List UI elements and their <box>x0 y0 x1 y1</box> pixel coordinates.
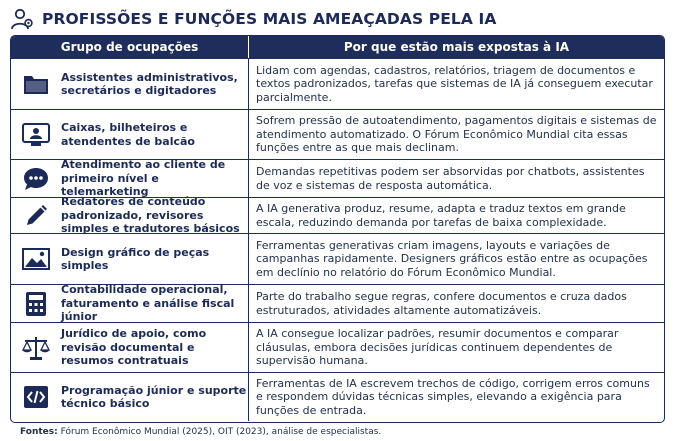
reason-cell: Ferramentas generativas criam imagens, layouts e variações de campanhas rapidamente. Designers gráficos estão entre as ocupações em declínio no relatório do Fórum Econômico Mundial. <box>256 238 648 279</box>
group-label: Contabilidade operacional, faturamento e análise fiscal júnior <box>61 283 235 324</box>
sources-footer <box>20 427 381 437</box>
reason-cell: Sofrem pressão de autoatendimento, pagamentos digitais e sistemas de atendimento automatizado. O Fórum Econômico Mundial cita essas funções entre as que mais declinam. <box>256 114 657 155</box>
table-row <box>11 159 664 197</box>
title-bar <box>10 6 664 32</box>
reason-cell: Lidam com agendas, cadastros, relatórios, triagem de documentos e textos padronizados, tarefas que sistemas de IA já conseguem executar parcialmente. <box>256 63 653 104</box>
code-icon <box>21 382 51 412</box>
table-row <box>11 322 664 372</box>
image-icon <box>21 244 51 274</box>
folder-icon <box>21 69 51 99</box>
group-cell <box>11 373 249 421</box>
group-cell <box>11 323 249 372</box>
reason-cell: Parte do trabalho segue regras, confere documentos e cruza dados estruturados, atividades altamente automatizáveis. <box>256 290 627 317</box>
occupations-table <box>10 35 665 423</box>
chat-bubble-icon <box>21 164 51 194</box>
scales-icon <box>21 333 51 363</box>
group-cell <box>11 110 249 159</box>
cashier-screen-icon <box>21 120 51 150</box>
group-label: Programação júnior e suporte técnico básico <box>61 383 247 410</box>
sources-label: Fontes: <box>20 427 58 437</box>
group-label: Design gráfico de peças simples <box>61 245 210 272</box>
pencil-icon <box>21 201 51 231</box>
group-cell <box>11 59 249 109</box>
group-cell <box>11 195 249 236</box>
reason-cell: A IA consegue localizar padrões, resumir documentos e comparar cláusulas, embora decisões jurídicas continuem dependentes de supervisão humana. <box>256 327 619 368</box>
group-cell <box>11 160 249 197</box>
table-header <box>11 36 664 58</box>
group-label: Atendimento ao cliente de primeiro nível e telemarketing <box>61 158 226 199</box>
reason-cell: A IA generativa produz, resume, adapta e traduz textos em grande escala, reduzindo demanda por tarefas de baixa complexidade. <box>256 202 626 229</box>
group-cell <box>11 285 249 322</box>
group-label: Jurídico de apoio, como revisão documental e resumos contratuais <box>61 327 207 368</box>
group-label: Assistentes administrativos, secretários e digitadores <box>61 70 238 97</box>
worker-gear-icon <box>10 7 34 31</box>
sources-text: Fórum Econômico Mundial (2025), OIT (2023), análise de especialistas. <box>60 427 382 437</box>
group-label: Redatores de conteúdo padronizado, revisores simples e tradutores básicos <box>61 195 240 236</box>
table-row <box>11 195 664 236</box>
header-col-group: Grupo de ocupações <box>11 36 249 58</box>
header-col-reason: Por que estão mais expostas à IA <box>343 40 570 54</box>
table-row <box>11 58 664 109</box>
reason-cell: Ferramentas de IA escrevem trechos de código, corrigem erros comuns e respondem dúvidas técnicas simples, elevando a exigência para funções de entrada. <box>256 376 650 417</box>
reason-cell: Demandas repetitivas podem ser absorvidas por chatbots, assistentes de voz e sistemas de resposta automática. <box>256 165 645 192</box>
calculator-icon <box>21 289 51 319</box>
table-row <box>11 372 664 421</box>
page-title: PROFISSÕES E FUNÇÕES MAIS AMEAÇADAS PELA IA <box>42 10 497 28</box>
group-cell <box>11 234 249 284</box>
table-row <box>11 109 664 159</box>
table-row <box>11 284 664 322</box>
table-row <box>11 233 664 284</box>
group-label: Caixas, bilheteiros e atendentes de balcão <box>61 121 195 148</box>
